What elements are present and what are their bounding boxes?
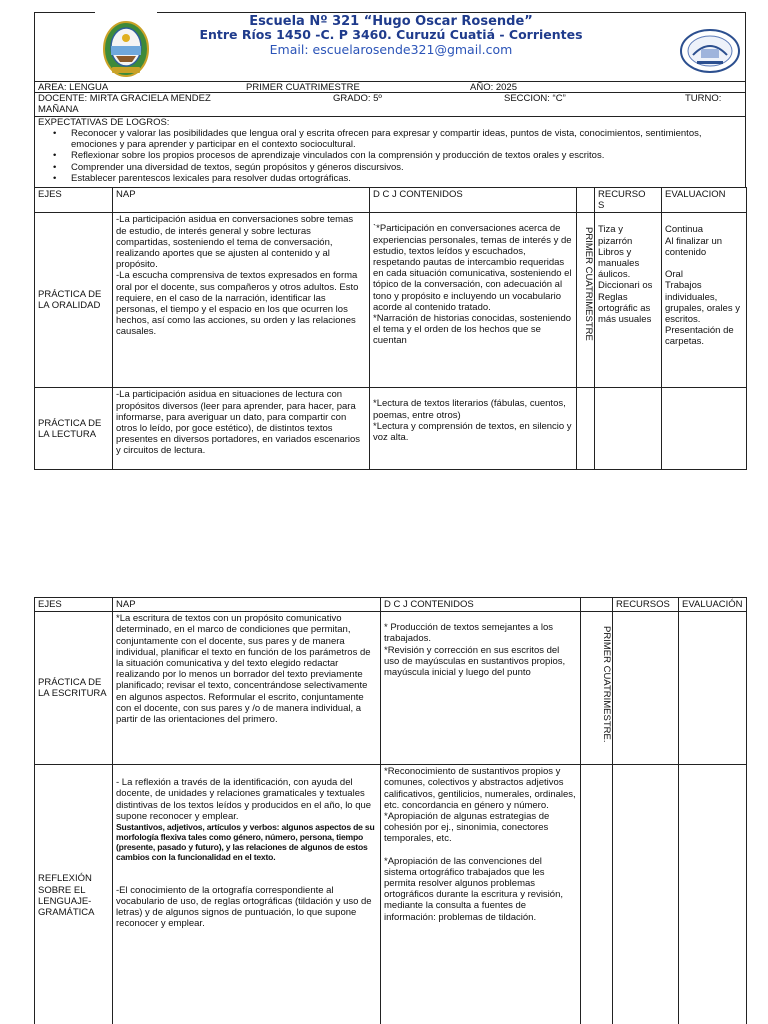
- expectation-item: • Reflexionar sobre los propios procesos de aprendizaje vinculados con la comprensión y producción de textos orales y escritos.: [71, 150, 741, 161]
- school-email[interactable]: Email: escuelarosende321@gmail.com: [269, 42, 513, 57]
- dcj-paragraph: *Apropiación de las convenciones del sistema ortográfico trabajados que les permita resolver algunos problemas ortográficos durante la escritura y revisión, mediante la consulta a fuentes de información: problemas de tildación.: [384, 855, 563, 923]
- nap-cell: [113, 765, 381, 1024]
- year-label: AÑO: 2025: [470, 82, 517, 93]
- header-recursos: RECURSO S: [595, 188, 662, 213]
- period-vertical-label: PRIMER CUATRIMESTRE.: [581, 612, 613, 765]
- recursos-cell: Tiza y pizarrón Libros y manuales áulicos. Diccionari os Reglas ortográfic as más usuales: [595, 213, 662, 388]
- nap-cell: -La participación asidua en situaciones de lectura con propósitos diversos (leer para aprender, para hacer, para informarse, para averiguar un dato, para compartir con otros lo leído, por goce estético), de distintos textos presentes en diversos portadores, en variados escenarios y circuitos de lectura.: [113, 388, 370, 470]
- eje-cell: PRÁCTICA DE LA ESCRITURA: [35, 612, 113, 765]
- header-nap: NAP: [113, 598, 381, 612]
- period-label: PRIMER CUATRIMESTRE: [246, 82, 360, 93]
- expectations-title: EXPECTATIVAS DE LOGROS:: [38, 117, 170, 128]
- nap-paragraph: - La reflexión a través de la identificación, con ayuda del docente, de unidades y relaciones gramaticales y textuales distintivas de los textos leídos y producidos en el año, lo que supone reconocer y emplear.: [116, 777, 372, 822]
- header-ejes: EJES: [35, 598, 113, 612]
- table-row: [35, 213, 747, 388]
- table-header-row: [35, 188, 747, 213]
- expectation-item: • Establecer parentescos lexicales para resolver dudas ortográficas.: [71, 173, 741, 184]
- grade-label: GRADO: 5º: [333, 93, 382, 104]
- dcj-cell: *Lectura de textos literarios (fábulas, cuentos, poemas, entre otros) *Lectura y comprensión de textos, en silencio y voz alta.: [370, 388, 577, 470]
- evaluacion-cell: Continua Al finalizar un contenido Oral Trabajos individuales, grupales, orales y escritos. Presentación de carpetas.: [662, 213, 747, 388]
- school-name: Escuela Nº 321 “Hugo Oscar Rosende”: [249, 14, 533, 29]
- nap-paragraph: -El conocimiento de la ortografía correspondiente al vocabulario de uso, de reglas ortográficas (tildación y uso de letras) y de algunos signos de puntuación, lo que supone reconocer y emplear.: [116, 884, 372, 930]
- dcj-cell: * Producción de textos semejantes a los trabajados. *Revisión y corrección en sus escritos del uso de mayúsculas en sustantivos propios, mayúscula inicial y luego del punto: [381, 612, 581, 765]
- expectation-item: • Reconocer y valorar las posibilidades que lengua oral y escrita ofrecen para expresar y compartir ideas, puntos de vista, conocimientos, sentimientos, emociones y para aprender y participar en el contexto sociocultural.: [71, 128, 741, 150]
- eje-cell: REFLEXIÓN SOBRE EL LENGUAJE-GRAMÁTICA: [35, 765, 113, 1024]
- shift-value: MAÑANA: [38, 104, 79, 115]
- expectations-block: [34, 117, 746, 187]
- header-dcj: D C J CONTENIDOS: [370, 188, 577, 213]
- table-row: [35, 612, 747, 765]
- shift-label: TURNO:: [685, 93, 722, 104]
- header-evaluacion: EVALUACIÓN: [679, 598, 747, 612]
- nap-bold-paragraph: Sustantivos, adjetivos, artículos y verbos: algunos aspectos de su morfología flexiva tales como género, número, persona, tiempo (presente, pasado y futuro), y las relaciones de algunos de estos cambios con la funcionalidad en el texto.: [116, 822, 375, 863]
- table-header-row: [35, 598, 747, 612]
- expectations-list: [71, 128, 741, 184]
- school-address: Entre Ríos 1450 -C. P 3460. Curuzú Cuatiá - Corrientes: [199, 27, 583, 42]
- header-recursos: RECURSOS: [613, 598, 679, 612]
- evaluacion-cell: [662, 388, 747, 470]
- school-header: [34, 12, 746, 82]
- header-evaluacion: EVALUACION: [662, 188, 747, 213]
- table-row: [35, 388, 747, 470]
- dcj-cell: `*Participación en conversaciones acerca de experiencias personales, temas de interés y de estudio, textos leídos y escuchados, respetando pautas de intercambio requeridas en cada situación comunicativa, sosteniendo el tópico de la conversación, con adecuación al tono y propósito e incluyendo un vocabulario acorde al contenido tratado. *Narración de historias conocidas, sosteniendo el tema y el orden de los hechos que se cuentan: [370, 213, 577, 388]
- dcj-cell: [381, 765, 581, 1024]
- area-row: [34, 82, 746, 93]
- dcj-paragraph: *Reconocimiento de sustantivos propios y comunes, colectivos y abstractos adjetivos calificativos, gentilicios, numerales, ordinales, etc. concordancia en género y número. *Apropiación de algunas estrategias de cohesión por ej., sinonimia, conectores temporales, etc.: [384, 766, 576, 845]
- teacher-label: DOCENTE: MIRTA GRACIELA MENDEZ: [38, 93, 211, 104]
- expectation-item: • Comprender una diversidad de textos, según propósitos y géneros discursivos.: [71, 162, 741, 173]
- section-label: SECCION: “C”: [504, 93, 566, 104]
- table-row: [35, 765, 747, 1024]
- header-nap: NAP: [113, 188, 370, 213]
- teacher-row: [34, 93, 746, 117]
- header-dcj: D C J CONTENIDOS: [381, 598, 581, 612]
- header-ejes: EJES: [35, 188, 113, 213]
- nap-cell: -La participación asidua en conversaciones sobre temas de estudio, de interés general y sobre lecturas compartidas, sosteniendo el tema de conversación, realizando aportes que se ajusten al contenido y al propósito. -La escucha comprensiva de textos expresados en forma oral por el docente, sus compañeros y otros adultos. Esto requiere, en el caso de la narración, identificar las personas, el tiempo y el espacio en los que ocurren los hechos, así como las acciones, su orden y las relaciones causales.: [113, 213, 370, 388]
- period-vertical-label: PRIMER CUATRIMESTRE: [577, 213, 595, 388]
- eje-cell: PRÁCTICA DE LA ORALIDAD: [35, 213, 113, 388]
- planning-table-2: [34, 597, 747, 1024]
- nap-cell: *La escritura de textos con un propósito comunicativo determinado, en el marco de condiciones que permitan, conjuntamente con el docente, sus pares y de manera individual, planificar el texto en función de los parámetros de la situación comunicativa y del texto elegido redactar realizando por lo menos un borrador del texto previamente planificado; revisar el texto, concentrándose selectivamente en algunos aspectos. Reformular el escrito, conjuntamente con el docente, con sus pares y /o de manera individual, a partir de las orientaciones del primero.: [113, 612, 381, 765]
- school-seal-icon: [679, 29, 741, 73]
- recursos-cell: [595, 388, 662, 470]
- planning-table-1: [34, 187, 747, 470]
- area-label: AREA: LENGUA: [38, 82, 109, 93]
- eje-cell: PRÁCTICA DE LA LECTURA: [35, 388, 113, 470]
